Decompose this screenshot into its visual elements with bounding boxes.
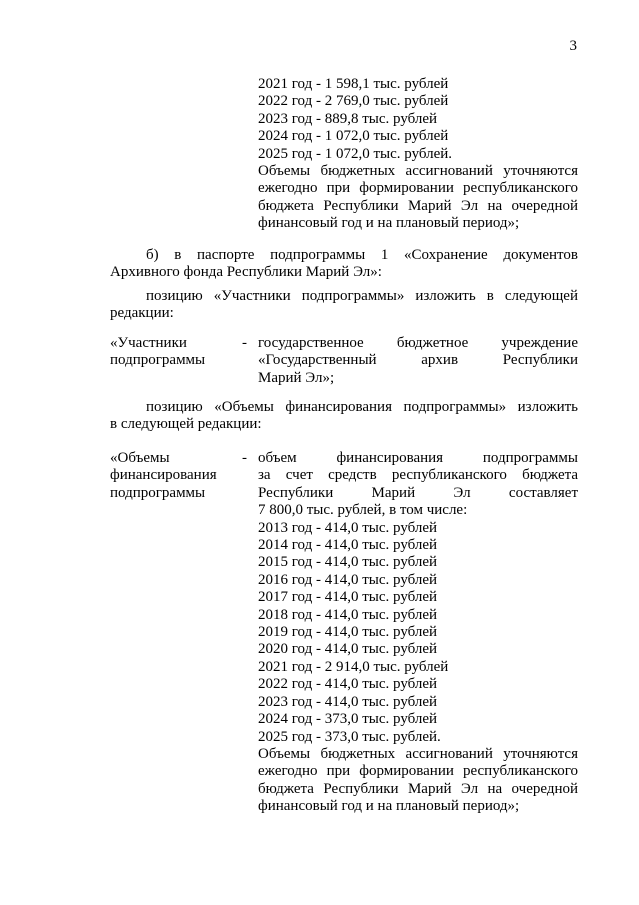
note-line: финансовый год и на плановый период»;	[258, 798, 520, 815]
financing-intro-line: 7 800,0 тыс. рублей, в том числе:	[258, 502, 468, 519]
note-line: Объемы бюджетных ассигнований уточняются	[258, 163, 578, 180]
year-line: 2021 год - 2 914,0 тыс. рублей	[258, 658, 449, 675]
note-line: финансовый год и на плановый период»;	[258, 215, 520, 232]
section-b-position-line: редакции:	[110, 305, 174, 322]
section-b-position-line: позицию «Участники подпрограммы» изложить в следующей	[146, 287, 578, 304]
year-line: 2021 год - 1 598,1 тыс. рублей	[258, 76, 449, 92]
year-line: 2025 год - 373,0 тыс. рублей.	[258, 728, 441, 745]
top-financing-block	[258, 76, 578, 233]
year-line: 2015 год - 414,0 тыс. рублей	[258, 554, 438, 571]
year-line: 2016 год - 414,0 тыс. рублей	[258, 571, 438, 588]
year-line: 2013 год - 414,0 тыс. рублей	[258, 519, 438, 536]
year-line: 2024 год - 1 072,0 тыс. рублей	[258, 128, 449, 145]
participants-dash: -	[242, 335, 247, 351]
participants-label-line: подпрограммы	[110, 352, 206, 369]
year-line: 2022 год - 2 769,0 тыс. рублей	[258, 93, 449, 110]
year-line: 2023 год - 889,8 тыс. рублей	[258, 110, 438, 127]
participants-value	[258, 335, 578, 387]
financing-label-line: финансирования	[110, 467, 217, 484]
position-2-line: в следующей редакции:	[110, 416, 262, 433]
position-2-line: позицию «Объемы финансирования подпрограммы» изложить	[146, 399, 578, 415]
year-line: 2025 год - 1 072,0 тыс. рублей.	[258, 145, 453, 162]
financing-intro-line: Республики Марий Эл составляет	[258, 484, 578, 501]
note-line: бюджета Республики Марий Эл на очередной	[258, 197, 578, 214]
note-line: ежегодно при формировании республиканского	[258, 763, 578, 780]
financing-intro-line: за счет средств республиканского бюджета	[258, 467, 578, 484]
financing-value	[258, 450, 578, 816]
year-line: 2019 год - 414,0 тыс. рублей	[258, 624, 438, 641]
participants-value-line: государственное бюджетное учреждение	[258, 335, 578, 351]
section-b-line: Архивного фонда Республики Марий Эл»:	[110, 264, 382, 281]
section-position-2	[110, 399, 578, 434]
page-number: 3	[569, 38, 577, 54]
year-line: 2022 год - 414,0 тыс. рублей	[258, 676, 438, 693]
section-b-line: б) в паспорте подпрограммы 1 «Сохранение документов	[146, 247, 578, 263]
year-line: 2024 год - 373,0 тыс. рублей	[258, 711, 438, 728]
note-line: бюджета Республики Марий Эл на очередной	[258, 780, 578, 797]
note-line: ежегодно при формировании республиканского	[258, 180, 578, 197]
financing-label-line: «Объемы	[110, 450, 170, 466]
financing-dash: -	[242, 450, 247, 466]
participants-label-line: «Участники	[110, 335, 187, 351]
year-line: 2020 год - 414,0 тыс. рублей	[258, 641, 438, 658]
section-b	[110, 247, 578, 323]
note-line: Объемы бюджетных ассигнований уточняются	[258, 745, 578, 762]
year-line: 2018 год - 414,0 тыс. рублей	[258, 606, 438, 623]
year-line: 2023 год - 414,0 тыс. рублей	[258, 693, 438, 710]
participants-value-line: «Государственный архив Республики	[258, 352, 578, 369]
financing-intro-line: объем финансирования подпрограммы	[258, 450, 578, 466]
financing-label-line: подпрограммы	[110, 484, 206, 501]
participants-value-line: Марий Эл»;	[258, 369, 335, 386]
participants-label	[110, 335, 250, 370]
financing-label	[110, 450, 250, 502]
year-line: 2017 год - 414,0 тыс. рублей	[258, 589, 438, 606]
year-line: 2014 год - 414,0 тыс. рублей	[258, 537, 438, 554]
